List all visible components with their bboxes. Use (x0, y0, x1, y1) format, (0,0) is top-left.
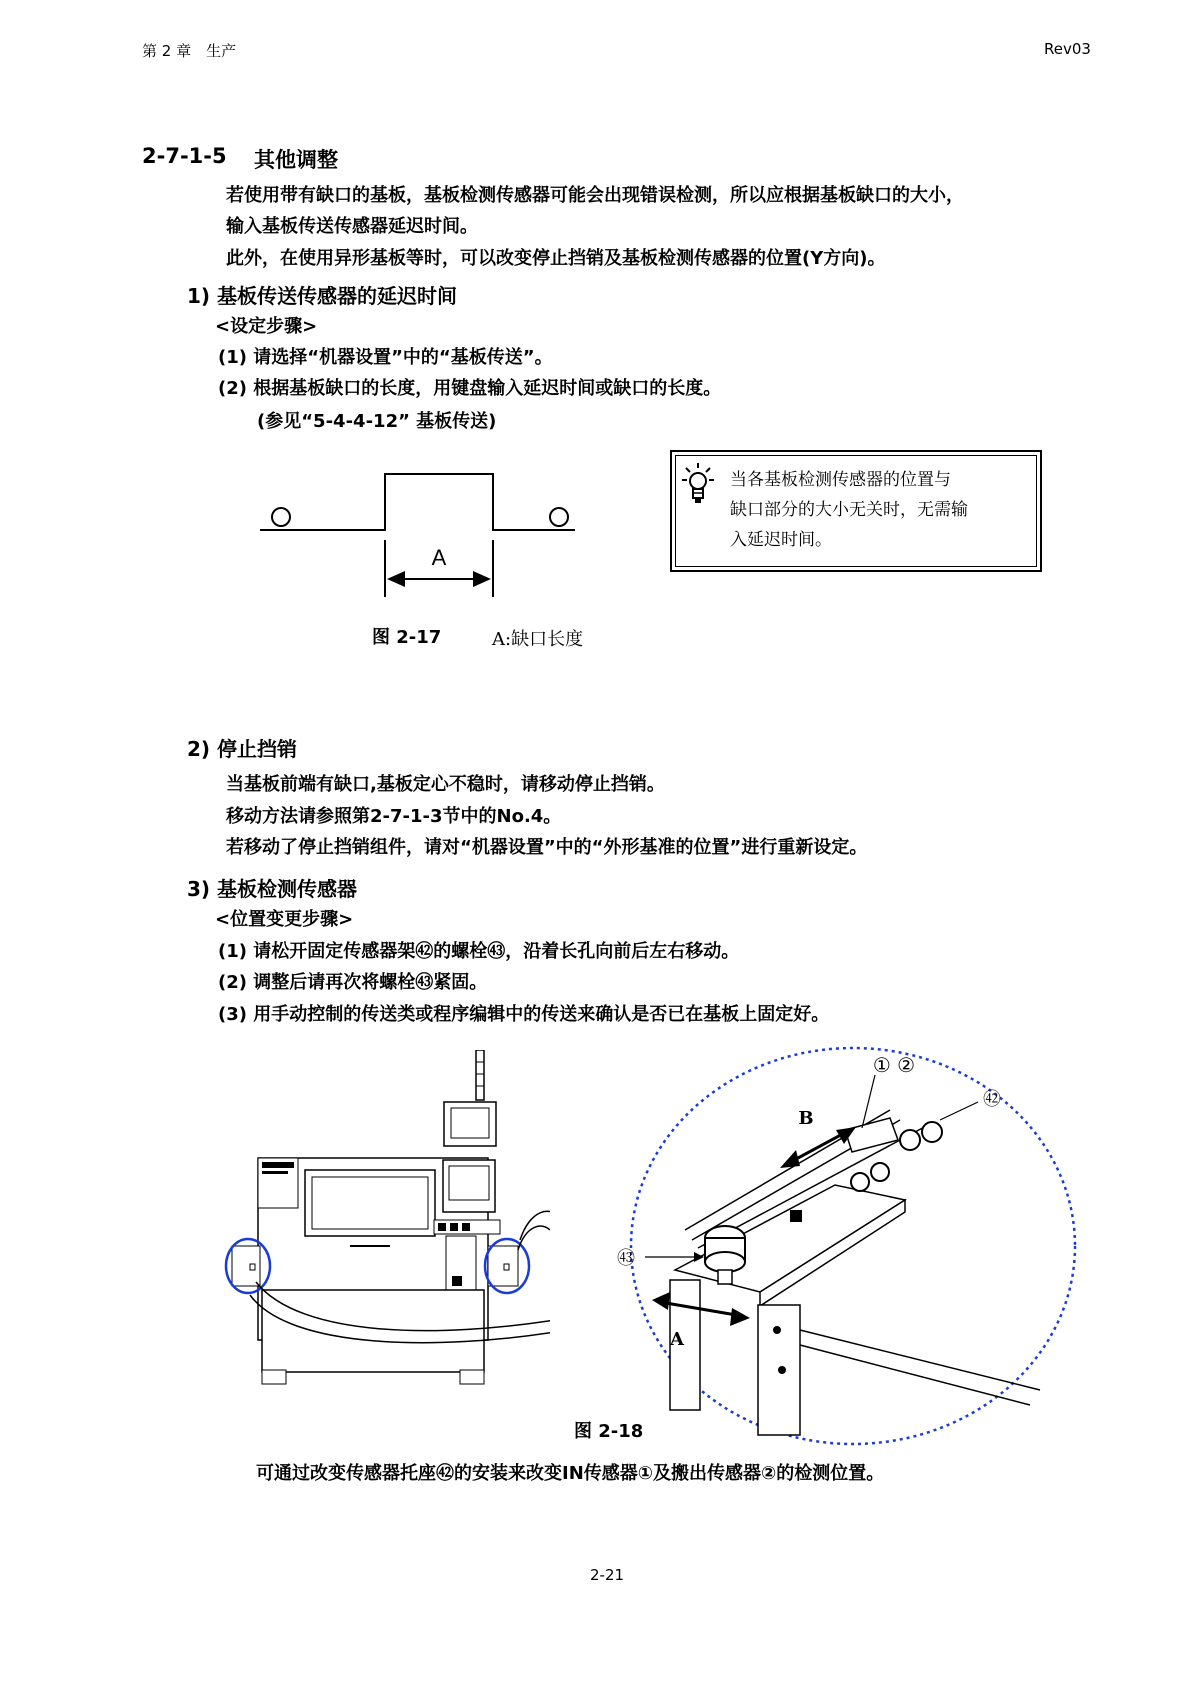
figure-2-18-label: 图 2-18 (574, 1421, 644, 1442)
sensor-circle-right (550, 508, 568, 526)
sub2-line-1: 当基板前端有缺口,基板定心不稳时，请移动停止挡销。 (226, 774, 665, 795)
label-arrow-a: A (670, 1329, 684, 1350)
page-number: 2-21 (590, 1566, 625, 1584)
intro-line-1: 若使用带有缺口的基板，基板检测传感器可能会出现错误检测，所以应根据基板缺口的大小， (226, 185, 964, 206)
sub2-line-2: 移动方法请参照第2-7-1-3节中的No.4。 (226, 806, 562, 827)
notch-diagram (260, 462, 590, 612)
intro-line-3: 此外，在使用异形基板等时，可以改变停止挡销及基板检测传感器的位置(Y方向)。 (226, 248, 886, 269)
sub1-step-ref: (参见“5-4-4-12” 基板传送) (257, 411, 497, 432)
lightbulb-icon (682, 462, 714, 506)
figure-2-17-label: 图 2-17 (372, 627, 442, 648)
tip-line-2: 缺口部分的大小无关时，无需输 (730, 500, 968, 520)
sub3-title: 3) 基板检测传感器 (187, 877, 358, 901)
sub3-step-1: (1) 请松开固定传感器架㊷的螺栓㊸，沿着长孔向前后左右移动。 (218, 941, 740, 962)
sub1-steps-title: <设定步骤> (215, 316, 318, 337)
sub3-steps-title: <位置变更步骤> (215, 909, 354, 930)
tip-line-3: 入延迟时间。 (730, 530, 832, 550)
callout-sensors-1-2: ① ② (872, 1053, 916, 1077)
sub3-step-3: (3) 用手动控制的传送类或程序编辑中的传送来确认是否已在基板上固定好。 (218, 1004, 830, 1025)
sensor-circle-left (272, 508, 290, 526)
machine-illustration (220, 1050, 550, 1410)
label-arrow-b: B (798, 1108, 814, 1129)
chapter-header: 第 2 章 生产 (142, 42, 237, 60)
callout-bracket-42: ㊷ (983, 1089, 1001, 1110)
sub1-step-1: (1) 请选择“机器设置”中的“基板传送”。 (218, 347, 553, 368)
sub2-line-3: 若移动了停止挡销组件，请对“机器设置”中的“外形基准的位置”进行重新设定。 (226, 837, 868, 858)
tip-line-1: 当各基板检测传感器的位置与 (730, 470, 951, 490)
section-number: 2-7-1-5 (142, 144, 227, 168)
sub2-title: 2) 停止挡销 (187, 737, 298, 761)
sub1-step-2: (2) 根据基板缺口的长度，用键盘输入延迟时间或缺口的长度。 (218, 378, 722, 399)
sensor-detail-view (600, 1040, 1080, 1460)
figure-2-17-caption: A:缺口长度 (492, 629, 584, 650)
callout-bolt-43: ㊸ (617, 1248, 635, 1269)
tip-box (670, 450, 1042, 572)
revision-label: Rev03 (1044, 40, 1091, 58)
sub3-note: 可通过改变传感器托座㊷的安装来改变IN传感器①及搬出传感器②的检测位置。 (256, 1463, 885, 1484)
section-title: 其他调整 (254, 148, 338, 172)
sub3-step-2: (2) 调整后请再次将螺栓㊸紧固。 (218, 972, 488, 993)
sub1-title: 1) 基板传送传感器的延迟时间 (187, 284, 458, 308)
dimension-letter-a: A (431, 545, 447, 570)
board-outline (260, 474, 575, 530)
intro-line-2: 输入基板传送传感器延迟时间。 (226, 216, 478, 237)
